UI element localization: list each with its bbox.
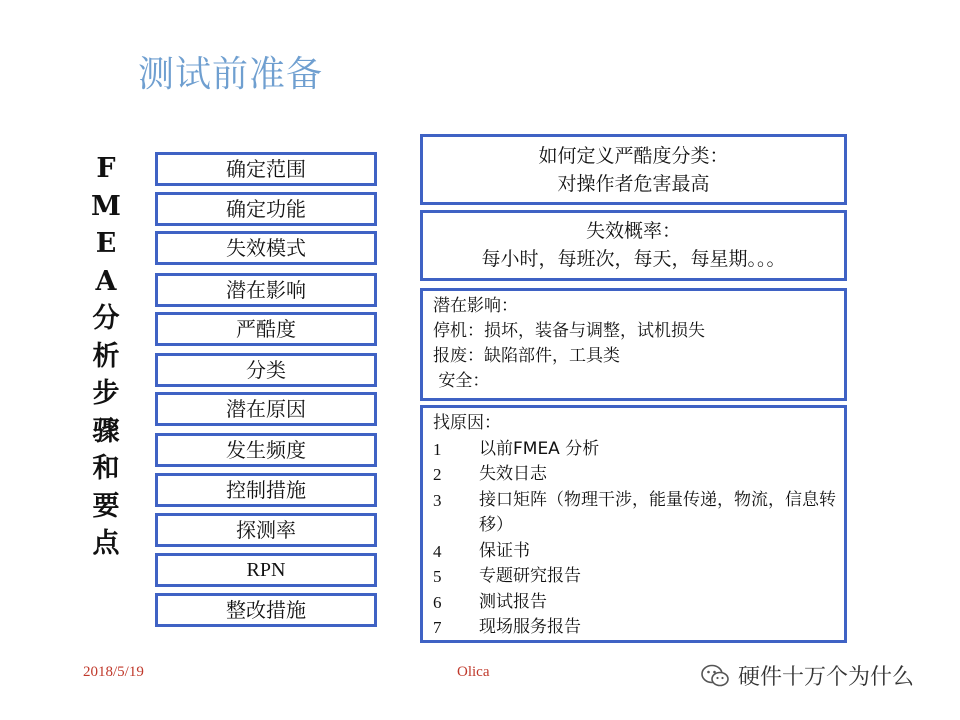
- footer-date: 2018/5/19: [83, 664, 144, 680]
- footer-author: Olica: [457, 664, 490, 680]
- severity-note-heading: 如何定义严酷度分类：: [538, 145, 729, 167]
- list-item: [433, 539, 836, 565]
- vertical-char: 分: [92, 303, 120, 334]
- effects-note-line: 潜在影响：: [433, 296, 518, 316]
- step-box-function: 确定功能: [155, 192, 377, 226]
- list-item: [433, 488, 836, 539]
- vertical-char: 点: [92, 528, 120, 559]
- vertical-char: E: [95, 228, 117, 259]
- list-item-number: 1: [433, 439, 442, 459]
- vertical-char: F: [96, 153, 116, 184]
- effects-note-line: 停机：损坏，装备与调整，试机损失: [433, 321, 705, 341]
- severity-note-box: [420, 134, 847, 205]
- list-item-number: 2: [433, 465, 442, 484]
- list-item-text: 以前FMEA 分析: [479, 438, 600, 459]
- list-item-number: 7: [433, 618, 442, 637]
- probability-note-text: 每小时，每班次，每天，每星期。。。: [481, 248, 786, 270]
- probability-note-heading: 失效概率：: [585, 220, 681, 242]
- list-item: [433, 437, 836, 463]
- effects-note-line: 报废：缺陷部件，工具类: [433, 346, 620, 366]
- step-box-occurrence: 发生频度: [155, 433, 377, 467]
- step-box-detection: 探测率: [155, 513, 377, 547]
- page-title: 测试前准备: [138, 54, 324, 95]
- step-box-classification: 分类: [155, 353, 377, 387]
- step-box-controls: 控制措施: [155, 473, 377, 507]
- list-item-text: 测试报告: [479, 591, 547, 612]
- vertical-char: M: [91, 190, 121, 222]
- causes-note-heading: 找原因：: [433, 413, 501, 433]
- list-item-text: 接口矩阵（物理干涉，能量传递，物流，信息转移）: [479, 489, 836, 535]
- severity-note-text: 对操作者危害最高: [557, 173, 710, 195]
- vertical-char: 和: [92, 453, 120, 484]
- step-box-potential-effect: 潜在影响: [155, 273, 377, 307]
- list-item-number: 6: [433, 592, 442, 612]
- step-box-failure-mode: 失效模式: [155, 231, 377, 265]
- step-box-potential-cause: 潜在原因: [155, 392, 377, 426]
- vertical-char: A: [95, 265, 117, 297]
- step-box-scope: 确定范围: [155, 152, 377, 186]
- list-item: [433, 462, 836, 488]
- list-item-text: 失效日志: [479, 464, 547, 484]
- step-box-rpn: RPN: [155, 553, 377, 587]
- list-item-text: 保证书: [479, 540, 530, 561]
- list-item-number: 5: [433, 567, 442, 586]
- probability-note-box: [420, 210, 847, 281]
- list-item-text: 专题研究报告: [479, 566, 581, 586]
- list-item-number: 3: [433, 490, 442, 510]
- vertical-label: [86, 150, 126, 563]
- list-item: [433, 564, 836, 590]
- effects-note-line: 安全：: [433, 371, 490, 391]
- list-item: [433, 590, 836, 616]
- effects-note-box: [420, 288, 847, 401]
- step-box-severity: 严酷度: [155, 312, 377, 346]
- wechat-icon: [700, 663, 730, 689]
- vertical-char: 要: [92, 490, 120, 522]
- watermark-text: 硬件十万个为什么: [738, 665, 915, 690]
- vertical-char: 析: [92, 340, 120, 372]
- vertical-char: 骤: [92, 415, 120, 447]
- list-item-number: 4: [433, 541, 442, 561]
- watermark: [700, 660, 914, 691]
- vertical-char: 步: [92, 378, 120, 409]
- step-box-corrective-action: 整改措施: [155, 593, 377, 627]
- causes-note-box: [420, 405, 847, 643]
- list-item-text: 现场服务报告: [479, 617, 581, 637]
- list-item: [433, 615, 836, 641]
